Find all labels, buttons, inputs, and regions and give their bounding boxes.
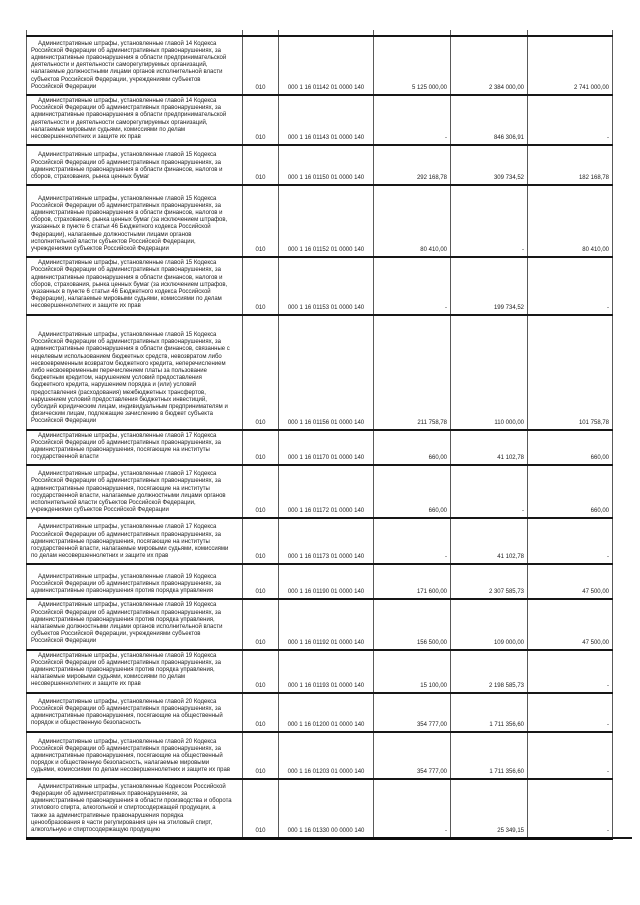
row-adm-code: 010	[243, 564, 279, 599]
table-row	[27, 315, 613, 430]
row-adm-code: 010	[243, 430, 279, 466]
row-amount-2: 41 102,78	[451, 518, 528, 564]
row-amount-3: -	[528, 95, 613, 145]
row-amount-2: -	[451, 185, 528, 257]
table-row	[27, 257, 613, 314]
row-amount-3: -	[528, 693, 613, 732]
row-description: Административные штрафы, установленные главой 15 Кодекса Российской Федерации об административных правонарушениях, за административные правонарушения в области финансов, связанные с нецелевым использованием бюджетных средств, невозвратом либо несвоевременным возвратом бюджетного кредита, неперечислением либо несвоевременным перечислением платы за пользование бюджетным кредитом, нарушением условий предоставления бюджетного кредита, нарушением порядка и (или) условий предоставления (расходования) межбюджетных трансфертов, нарушением условий предоставления бюджетных инвестиций, субсидий юридическим лицам, индивидуальным предпринимателям и физическим лицам, подлежащие зачислению в бюджет субъекта Российской Федерации	[27, 315, 243, 430]
row-amount-2: 1 711 356,60	[451, 693, 528, 732]
row-amount-1: -	[374, 779, 451, 839]
row-description: Административные штрафы, установленные главой 19 Кодекса Российской Федерации об административных правонарушениях, за административные правонарушения против порядка управления, налагаемые мировыми судьями, комиссиями по делам несовершеннолетних и защите их прав	[27, 650, 243, 693]
row-kbk-code: 000 1 16 01152 01 0000 140	[279, 185, 374, 257]
row-amount-2: 199 734,52	[451, 257, 528, 314]
row-description: Административные штрафы, установленные Кодексом Российской Федерации об административных правонарушениях, за административные правонарушения в области производства и оборота этилового спирта, алкогольной и спиртосодержащей продукции, а также за административные правонарушения порядка ценообразования в части регулирования цен на этиловый спирт, алкогольную и спиртосодержащую продукцию	[27, 779, 243, 839]
row-amount-2: 41 102,78	[451, 430, 528, 466]
row-amount-1: 80 410,00	[374, 185, 451, 257]
row-amount-1: 171 600,00	[374, 564, 451, 599]
table-row	[27, 465, 613, 518]
row-amount-3: -	[528, 518, 613, 564]
row-amount-1: 156 500,00	[374, 599, 451, 649]
row-adm-code: 010	[243, 518, 279, 564]
row-amount-1: 15 100,00	[374, 650, 451, 693]
table-row	[27, 599, 613, 649]
row-amount-2: 2 198 585,73	[451, 650, 528, 693]
row-kbk-code: 000 1 16 01200 01 0000 140	[279, 693, 374, 732]
row-amount-1: 292 168,78	[374, 145, 451, 185]
row-kbk-code: 000 1 16 01156 01 0000 140	[279, 315, 374, 430]
row-amount-3: 660,00	[528, 465, 613, 518]
row-kbk-code: 000 1 16 01192 01 0000 140	[279, 599, 374, 649]
row-amount-1: 660,00	[374, 465, 451, 518]
table-body	[27, 30, 613, 839]
row-description: Административные штрафы, установленные главой 15 Кодекса Российской Федерации об административных правонарушениях, за административные правонарушения в области финансов, налогов и сборов, страхования, рынка ценных бумаг (за исключением штрафов, указанных в пункте 6 статьи 46 Бюджетного кодекса Российской Федерации), налагаемые должностными лицами органов исполнительной власти субъектов Российской Федерации, учреждениями субъектов Российской Федерации	[27, 185, 243, 257]
row-amount-2: 109 000,00	[451, 599, 528, 649]
row-kbk-code: 000 1 16 01143 01 0000 140	[279, 95, 374, 145]
row-adm-code: 010	[243, 315, 279, 430]
row-description: Административные штрафы, установленные главой 19 Кодекса Российской Федерации об административных правонарушениях, за административные правонарушения против порядка управления, налагаемые должностными лицами органов исполнительной власти субъектов Российской Федерации, учреждениями субъектов Российской Федерации	[27, 599, 243, 649]
row-amount-1: -	[374, 257, 451, 314]
row-amount-2: 2 384 000,00	[451, 36, 528, 95]
row-adm-code: 010	[243, 145, 279, 185]
row-description: Административные штрафы, установленные главой 15 Кодекса Российской Федерации об административных правонарушениях, за административные правонарушения в области финансов, налогов и сборов, страхования, рынка ценных бумаг	[27, 145, 243, 185]
row-kbk-code: 000 1 16 01173 01 0000 140	[279, 518, 374, 564]
row-kbk-code: 000 1 16 01203 01 0000 140	[279, 732, 374, 779]
row-kbk-code: 000 1 16 01172 01 0000 140	[279, 465, 374, 518]
row-amount-2: 309 734,52	[451, 145, 528, 185]
row-amount-3: -	[528, 732, 613, 779]
row-amount-1: -	[374, 95, 451, 145]
row-amount-1: 354 777,00	[374, 693, 451, 732]
budget-fines-table	[26, 30, 613, 840]
row-amount-1: 354 777,00	[374, 732, 451, 779]
row-kbk-code: 000 1 16 01193 01 0000 140	[279, 650, 374, 693]
row-amount-1: 5 125 000,00	[374, 36, 451, 95]
table-row	[27, 732, 613, 779]
row-adm-code: 010	[243, 779, 279, 839]
row-adm-code: 010	[243, 257, 279, 314]
row-adm-code: 010	[243, 185, 279, 257]
row-adm-code: 010	[243, 465, 279, 518]
table-bottom-border-extension	[612, 837, 632, 839]
row-amount-1: 660,00	[374, 430, 451, 466]
row-amount-3: -	[528, 650, 613, 693]
row-kbk-code: 000 1 16 01330 00 0000 140	[279, 779, 374, 839]
row-amount-2: 1 711 356,60	[451, 732, 528, 779]
table-row	[27, 36, 613, 95]
row-description: Административные штрафы, установленные главой 17 Кодекса Российской Федерации об административных правонарушениях, за административные правонарушения, посягающие на институты государственной власти	[27, 430, 243, 466]
row-kbk-code: 000 1 16 01150 01 0000 140	[279, 145, 374, 185]
row-adm-code: 010	[243, 95, 279, 145]
table-row	[27, 564, 613, 599]
table-row	[27, 95, 613, 145]
table-row	[27, 185, 613, 257]
row-kbk-code: 000 1 16 01142 01 0000 140	[279, 36, 374, 95]
row-description: Административные штрафы, установленные главой 17 Кодекса Российской Федерации об административных правонарушениях, за административные правонарушения, посягающие на институты государственной власти, налагаемые должностными лицами органов исполнительной власти субъектов Российской Федерации, учреждениями субъектов Российской Федерации	[27, 465, 243, 518]
table-row	[27, 145, 613, 185]
row-amount-2: 2 307 585,73	[451, 564, 528, 599]
row-amount-3: -	[528, 257, 613, 314]
row-amount-3: 182 168,78	[528, 145, 613, 185]
row-amount-1: 211 758,78	[374, 315, 451, 430]
row-amount-3: 101 758,78	[528, 315, 613, 430]
row-adm-code: 010	[243, 36, 279, 95]
row-description: Административные штрафы, установленные главой 17 Кодекса Российской Федерации об административных правонарушениях, за административные правонарушения, посягающие на институты государственной власти, налагаемые мировыми судьями, комиссиями по делам несовершеннолетних и защите их прав	[27, 518, 243, 564]
row-description: Административные штрафы, установленные главой 14 Кодекса Российской Федерации об административных правонарушениях, за административные правонарушения в области предпринимательской деятельности и деятельности саморегулируемых организаций, налагаемые мировыми судьями, комиссиями по делам несовершеннолетних и защите их прав	[27, 95, 243, 145]
row-amount-3: -	[528, 779, 613, 839]
table-row	[27, 430, 613, 466]
table-row	[27, 693, 613, 732]
row-amount-3: 47 500,00	[528, 599, 613, 649]
row-adm-code: 010	[243, 693, 279, 732]
row-amount-2: 110 000,00	[451, 315, 528, 430]
row-adm-code: 010	[243, 650, 279, 693]
table-row	[27, 650, 613, 693]
row-amount-3: 47 500,00	[528, 564, 613, 599]
row-description: Административные штрафы, установленные главой 20 Кодекса Российской Федерации об административных правонарушениях, за административные правонарушения, посягающие на общественный порядок и общественную безопасность, налагаемые мировыми судьями, комиссиями по делам несовершеннолетних и защите их прав	[27, 732, 243, 779]
row-amount-3: 660,00	[528, 430, 613, 466]
row-description: Административные штрафы, установленные главой 19 Кодекса Российской Федерации об административных правонарушениях, за административные правонарушения против порядка управления	[27, 564, 243, 599]
row-kbk-code: 000 1 16 01190 01 0000 140	[279, 564, 374, 599]
row-kbk-code: 000 1 16 01170 01 0000 140	[279, 430, 374, 466]
row-amount-1: -	[374, 518, 451, 564]
row-amount-2: 25 349,15	[451, 779, 528, 839]
row-adm-code: 010	[243, 599, 279, 649]
table-row	[27, 779, 613, 839]
row-amount-2: 846 306,91	[451, 95, 528, 145]
row-amount-3: 2 741 000,00	[528, 36, 613, 95]
row-description: Административные штрафы, установленные главой 15 Кодекса Российской Федерации об административных правонарушениях, за административные правонарушения в области финансов, налогов и сборов, страхования, рынка ценных бумаг (за исключением штрафов, указанных в пункте 6 статьи 46 Бюджетного кодекса Российской Федерации), налагаемые мировыми судьями, комиссиями по делам несовершеннолетних и защите их прав	[27, 257, 243, 314]
row-adm-code: 010	[243, 732, 279, 779]
row-kbk-code: 000 1 16 01153 01 0000 140	[279, 257, 374, 314]
row-description: Административные штрафы, установленные главой 20 Кодекса Российской Федерации об административных правонарушениях, за административные правонарушения, посягающие на общественный порядок и общественную безопасность	[27, 693, 243, 732]
table-row	[27, 518, 613, 564]
row-description: Административные штрафы, установленные главой 14 Кодекса Российской Федерации об административных правонарушениях, за административные правонарушения в области предпринимательской деятельности и деятельности саморегулируемых организаций, налагаемые должностными лицами органов исполнительной власти субъектов Российской Федерации, учреждениями субъектов Российской Федерации	[27, 36, 243, 95]
row-amount-2: -	[451, 465, 528, 518]
row-amount-3: 80 410,00	[528, 185, 613, 257]
